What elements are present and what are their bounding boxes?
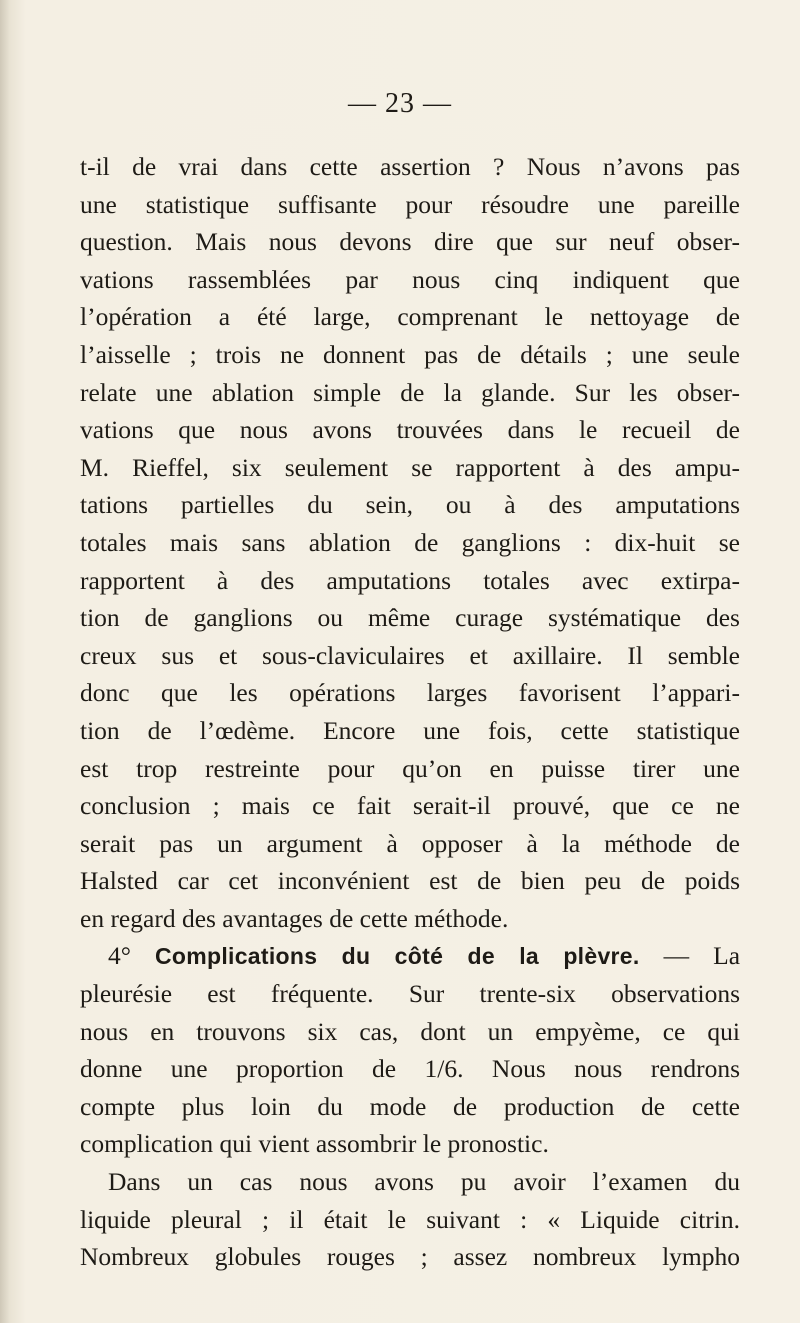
text-line: tations partielles du sein, ou à des amputations (80, 490, 740, 520)
text-line: vations rassemblées par nous cinq indiquent que (80, 264, 740, 294)
text-line: vations que nous avons trouvées dans le recueil de (80, 415, 740, 445)
text-line: serait pas un argument à opposer à la méthode de (80, 828, 740, 858)
text-line: totales mais sans ablation de ganglions : dix-huit se (80, 527, 740, 557)
section-heading-line (80, 937, 740, 975)
text-line: creux sus et sous-claviculaires et axillaire. Il semble (80, 640, 740, 670)
text-line: rapportent à des amputations totales avec extirpa- (80, 565, 740, 595)
text-line: Halsted car cet inconvénient est de bien peu de poids (80, 866, 740, 896)
text-line: Dans un cas nous avons pu avoir l’examen du (108, 1167, 740, 1197)
text-line: l’aisselle ; trois ne donnent pas de détails ; une seule (80, 339, 740, 369)
text-line: une statistique suffisante pour résoudre une pareille (80, 189, 740, 219)
section-title: Complications du côté de la plèvre. (154, 943, 640, 970)
text-line: conclusion ; mais ce fait serait-il prouvé, que ce ne (80, 791, 740, 821)
section-heading-rest: — La (663, 941, 741, 971)
text-line: relate une ablation simple de la glande. Sur les obser- (80, 377, 740, 407)
page-number: — 23 — (348, 88, 452, 119)
page-body (80, 148, 740, 1276)
text-line: complication qui vient assombrir le pronostic. (80, 1129, 549, 1159)
section-number: 4° (108, 941, 131, 971)
text-line: tion de ganglions ou même curage systématique des (80, 603, 740, 633)
text-line: donne une proportion de 1/6. Nous nous rendrons (80, 1054, 740, 1084)
text-line: Nombreux globules rouges ; assez nombreux lympho (80, 1242, 740, 1272)
text-line: tion de l’œdème. Encore une fois, cette statistique (80, 715, 740, 745)
text-line: est trop restreinte pour qu’on en puisse tirer une (80, 753, 740, 783)
text-line: question. Mais nous devons dire que sur neuf obser- (80, 227, 740, 257)
text-line: l’opération a été large, comprenant le nettoyage de (80, 302, 740, 332)
text-line: pleurésie est fréquente. Sur trente-six observations (80, 979, 740, 1009)
text-line: liquide pleural ; il était le suivant : « Liquide citrin. (80, 1204, 740, 1234)
text-line: t-il de vrai dans cette assertion ? Nous n’avons pas (80, 152, 740, 181)
text-line: donc que les opérations larges favorisent l’appari- (80, 678, 740, 708)
text-line: en regard des avantages de cette méthode. (80, 903, 509, 933)
text-line: M. Rieffel, six seulement se rapportent à des ampu- (80, 452, 740, 482)
text-line: compte plus loin du mode de production de cette (80, 1091, 740, 1121)
text-line: nous en trouvons six cas, dont un empyème, ce qui (80, 1016, 740, 1046)
